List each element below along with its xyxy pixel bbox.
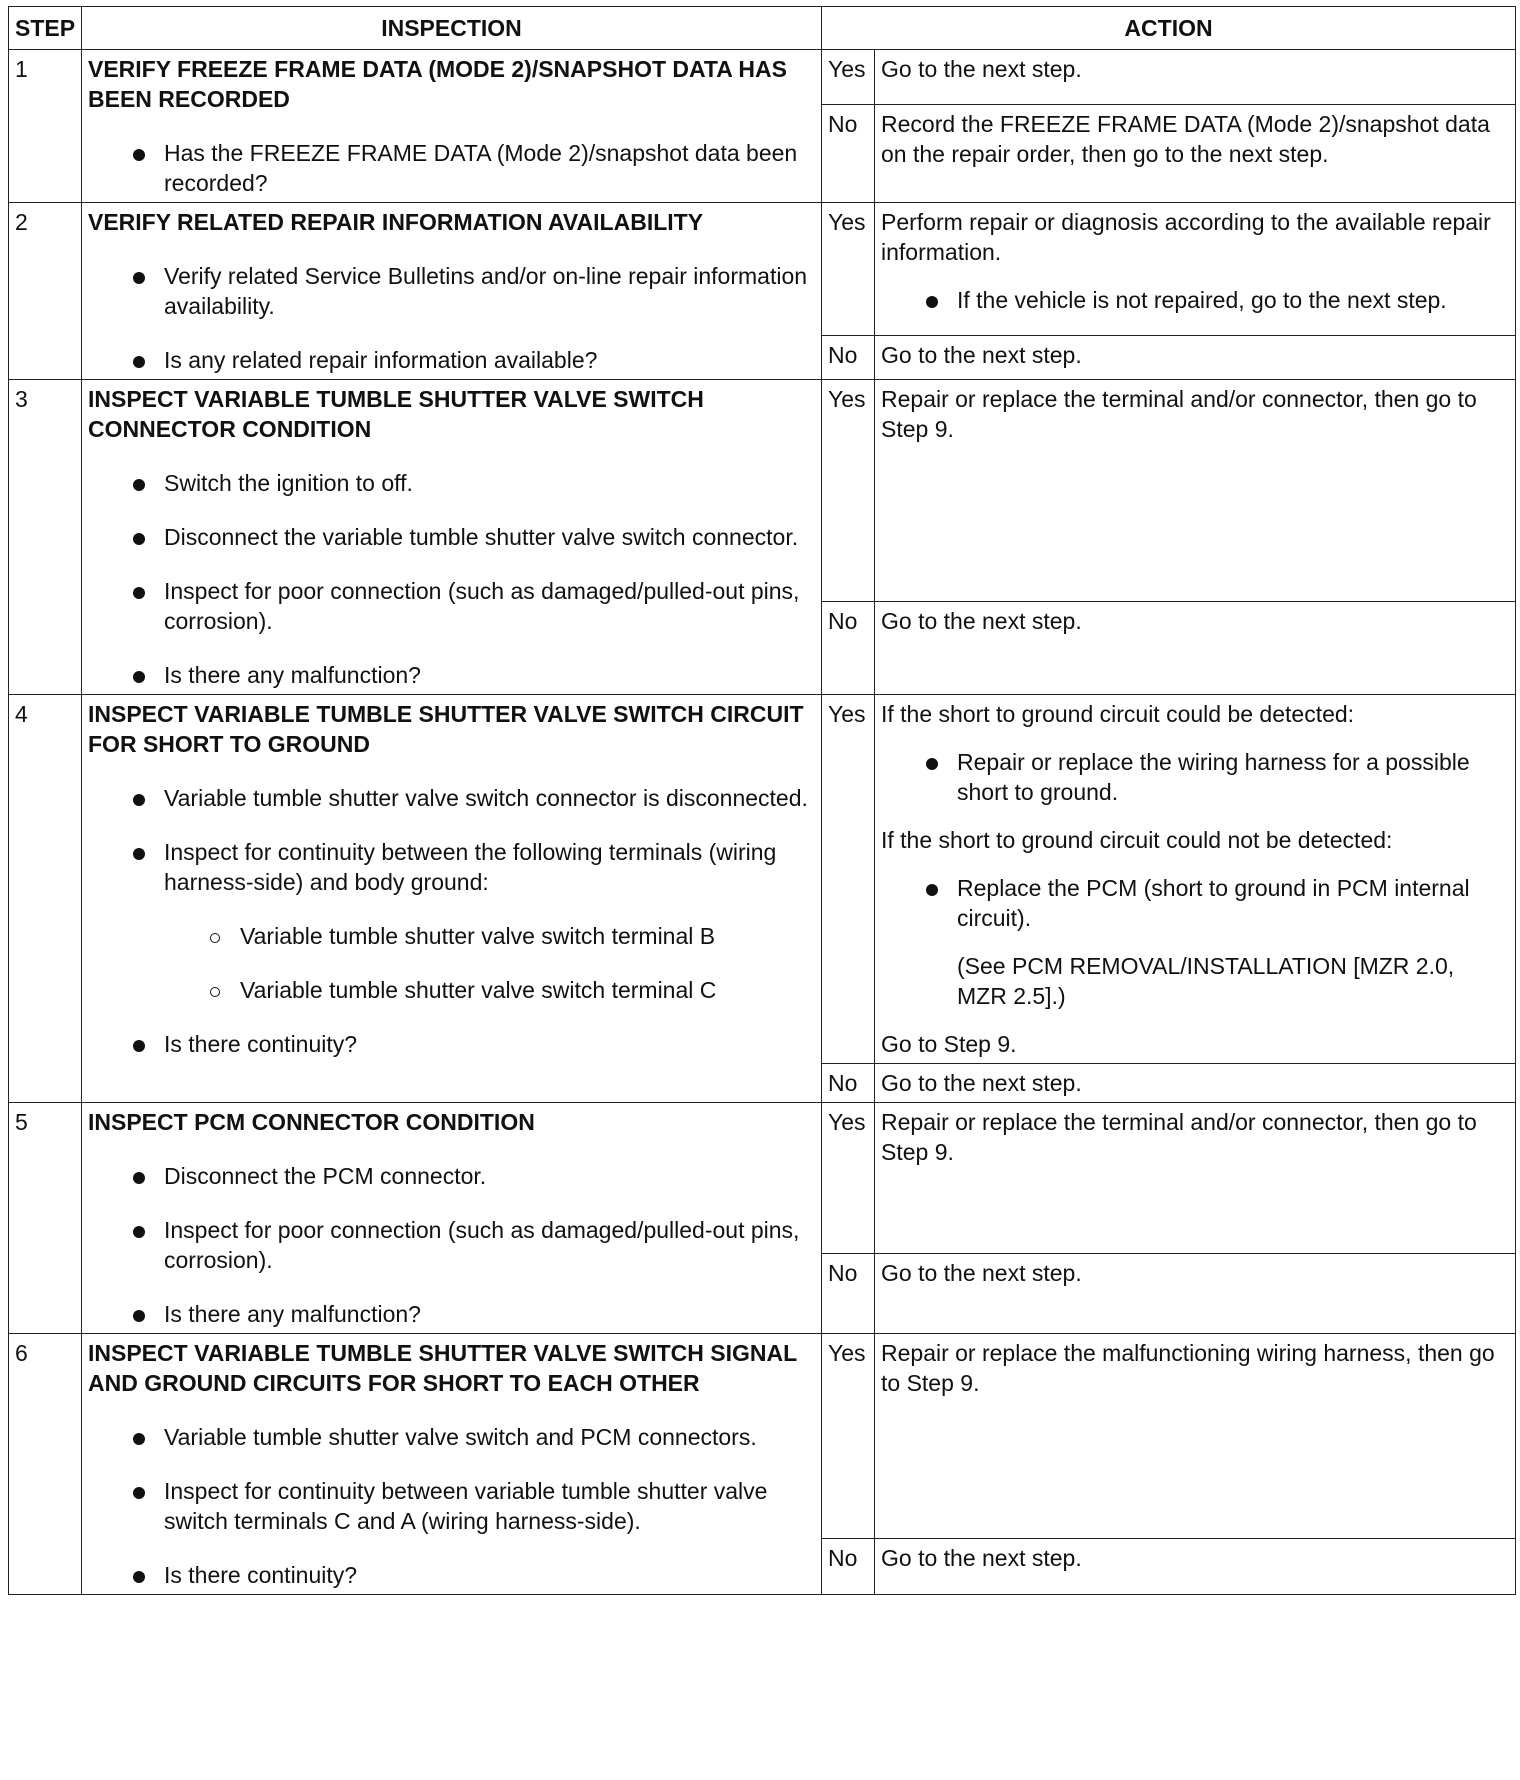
- action-bullets: [881, 747, 1509, 807]
- step-5-yes-row: [9, 1103, 1516, 1254]
- see-reference: (See PCM REMOVAL/INSTALLATION [MZR 2.0, MZR 2.5].): [957, 953, 1455, 1009]
- step-1-yes-row: [9, 50, 1516, 105]
- inspection-bullets: [88, 1161, 815, 1329]
- step-4-yes-row: [9, 695, 1516, 1064]
- sub-bullet-item: Variable tumble shutter valve switch terminal C: [240, 975, 815, 1005]
- bullet-text: Inspect for continuity between the following terminals (wiring harness-side) and body ground:: [164, 839, 777, 895]
- condition-detected: If the short to ground circuit could be detected:: [881, 701, 1355, 727]
- no-action: Go to the next step.: [875, 1539, 1516, 1595]
- inspection-cell: [82, 50, 822, 203]
- inspection-bullets: [88, 468, 815, 690]
- bullet-item: Is there any malfunction?: [164, 660, 815, 690]
- yes-action: Repair or replace the malfunctioning wiring harness, then go to Step 9.: [875, 1334, 1516, 1539]
- step-number: 1: [9, 50, 82, 203]
- step-heading: VERIFY FREEZE FRAME DATA (MODE 2)/SNAPSHOT DATA HAS BEEN RECORDED: [88, 56, 787, 112]
- action-text: Perform repair or diagnosis according to the available repair information.: [881, 209, 1491, 265]
- bullet-item: Is there continuity?: [164, 1560, 815, 1590]
- goto-step: Go to Step 9.: [881, 1031, 1017, 1057]
- action-bullet: Replace the PCM (short to ground in PCM internal circuit).: [957, 873, 1509, 933]
- yes-label: Yes: [822, 1103, 875, 1254]
- inspection-cell: [82, 1334, 822, 1595]
- bullet-item: Disconnect the variable tumble shutter valve switch connector.: [164, 522, 815, 552]
- step-2-yes-row: [9, 203, 1516, 336]
- yes-label: Yes: [822, 695, 875, 1064]
- bullet-item: Is there any malfunction?: [164, 1299, 815, 1329]
- diagnostic-procedure-page: [8, 6, 1515, 1595]
- step-number: 3: [9, 380, 82, 695]
- bullet-item: Switch the ignition to off.: [164, 468, 815, 498]
- inspection-bullets: [88, 783, 815, 1059]
- inspection-cell: [82, 203, 822, 380]
- bullet-item: Has the FREEZE FRAME DATA (Mode 2)/snapshot data been recorded?: [164, 138, 815, 198]
- action-bullet: Repair or replace the wiring harness for a possible short to ground.: [957, 747, 1509, 807]
- step-number: 2: [9, 203, 82, 380]
- inspection-cell: [82, 695, 822, 1103]
- bullet-item: Is there continuity?: [164, 1029, 815, 1059]
- step-number: 6: [9, 1334, 82, 1595]
- step-heading: VERIFY RELATED REPAIR INFORMATION AVAILABILITY: [88, 209, 704, 235]
- diagnostic-table: [8, 6, 1516, 1595]
- inspection-cell: [82, 1103, 822, 1334]
- no-label: No: [822, 1539, 875, 1595]
- no-label: No: [822, 105, 875, 203]
- no-action: Go to the next step.: [875, 1254, 1516, 1334]
- sub-bullet-item: Variable tumble shutter valve switch terminal B: [240, 921, 815, 951]
- bullet-item: Variable tumble shutter valve switch connector is disconnected.: [164, 783, 815, 813]
- no-label: No: [822, 602, 875, 695]
- yes-action: Repair or replace the terminal and/or connector, then go to Step 9.: [875, 1103, 1516, 1254]
- step-number: 4: [9, 695, 82, 1103]
- step-header: STEP: [9, 7, 82, 50]
- step-heading: INSPECT PCM CONNECTOR CONDITION: [88, 1109, 535, 1135]
- step-number: 5: [9, 1103, 82, 1334]
- yes-action: Go to the next step.: [875, 50, 1516, 105]
- yes-label: Yes: [822, 203, 875, 336]
- bullet-item: Inspect for poor connection (such as damaged/pulled-out pins, corrosion).: [164, 576, 815, 636]
- sub-bullets: [164, 921, 815, 1005]
- no-action: Go to the next step.: [875, 602, 1516, 695]
- yes-label: Yes: [822, 1334, 875, 1539]
- no-label: No: [822, 1064, 875, 1103]
- step-heading: INSPECT VARIABLE TUMBLE SHUTTER VALVE SWITCH CIRCUIT FOR SHORT TO GROUND: [88, 701, 804, 757]
- inspection-bullets: [88, 1422, 815, 1590]
- yes-label: Yes: [822, 50, 875, 105]
- inspection-cell: [82, 380, 822, 695]
- yes-action: [875, 695, 1516, 1064]
- step-heading: INSPECT VARIABLE TUMBLE SHUTTER VALVE SWITCH SIGNAL AND GROUND CIRCUITS FOR SHORT TO EACH OTHER: [88, 1340, 797, 1396]
- inspection-bullets: [88, 138, 815, 198]
- bullet-item: Is any related repair information available?: [164, 345, 815, 375]
- action-bullet: If the vehicle is not repaired, go to the next step.: [957, 285, 1509, 315]
- inspection-bullets: [88, 261, 815, 375]
- bullet-item: Inspect for poor connection (such as damaged/pulled-out pins, corrosion).: [164, 1215, 815, 1275]
- no-action: Go to the next step.: [875, 1064, 1516, 1103]
- bullet-item: Inspect for continuity between variable tumble shutter valve switch terminals C and A (wiring harness-side).: [164, 1476, 815, 1536]
- bullet-item: Verify related Service Bulletins and/or on-line repair information availability.: [164, 261, 815, 321]
- no-label: No: [822, 1254, 875, 1334]
- action-bullets: [881, 285, 1509, 315]
- header-row: [9, 7, 1516, 50]
- step-3-yes-row: [9, 380, 1516, 602]
- bullet-item: Variable tumble shutter valve switch and PCM connectors.: [164, 1422, 815, 1452]
- step-heading: INSPECT VARIABLE TUMBLE SHUTTER VALVE SWITCH CONNECTOR CONDITION: [88, 386, 704, 442]
- yes-action: Repair or replace the terminal and/or connector, then go to Step 9.: [875, 380, 1516, 602]
- yes-action: [875, 203, 1516, 336]
- bullet-item: [164, 837, 815, 1005]
- condition-not-detected: If the short to ground circuit could not be detected:: [881, 827, 1393, 853]
- no-action: Go to the next step.: [875, 335, 1516, 379]
- bullet-item: Disconnect the PCM connector.: [164, 1161, 815, 1191]
- action-bullets: [881, 873, 1509, 933]
- action-header: ACTION: [822, 7, 1516, 50]
- inspection-header: INSPECTION: [82, 7, 822, 50]
- no-action: Record the FREEZE FRAME DATA (Mode 2)/snapshot data on the repair order, then go to the next step.: [875, 105, 1516, 203]
- step-6-yes-row: [9, 1334, 1516, 1539]
- yes-label: Yes: [822, 380, 875, 602]
- no-label: No: [822, 335, 875, 379]
